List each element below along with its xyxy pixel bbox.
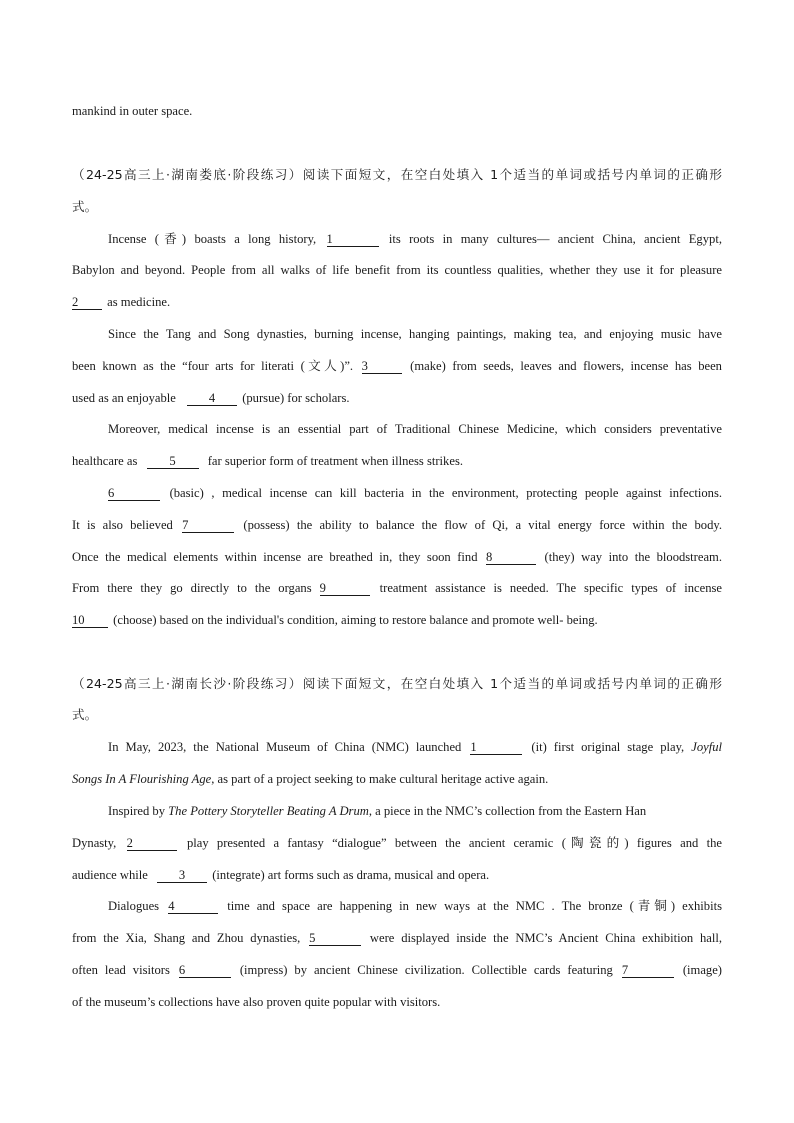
- text: used as an enjoyable: [72, 391, 176, 405]
- text: Inspired by: [108, 804, 166, 818]
- blank-1[interactable]: 1: [327, 233, 379, 247]
- continued-text: mankind in outer space.: [72, 104, 193, 118]
- blank-6[interactable]: 6: [108, 487, 160, 501]
- blank-4[interactable]: 4: [187, 392, 237, 406]
- blank-8[interactable]: 8: [486, 551, 536, 565]
- blank-10[interactable]: 10: [72, 614, 108, 628]
- text: treatment assistance is needed. The specific types of incense: [379, 581, 722, 595]
- p2-line: [108, 803, 646, 819]
- text: Incense (香) boasts a long history,: [108, 232, 317, 246]
- p1-line: [72, 612, 598, 628]
- text: (they) way into the bloodstream.: [544, 550, 722, 564]
- passage1-header: （24-25高三上·湖南娄底·阶段练习）阅读下面短文，在空白处填入 1个适当的单词或括号内单词的正确形: [72, 167, 722, 182]
- p2-line: [72, 930, 722, 946]
- text: Dialogues: [108, 899, 160, 913]
- blank-5[interactable]: 5: [309, 932, 361, 946]
- p1-line: [72, 580, 722, 596]
- text: its roots in many cultures— ancient China, ancient Egypt,: [388, 232, 722, 246]
- p1-line: [72, 358, 722, 374]
- text: (pursue) for scholars.: [242, 391, 350, 405]
- blank-5[interactable]: 5: [147, 455, 199, 469]
- passage1-header-cont: 式。: [72, 199, 98, 214]
- italic-text: The Pottery Storyteller Beating A Drum: [168, 804, 369, 818]
- blank-7[interactable]: 7: [182, 519, 234, 533]
- text: far superior form of treatment when illness strikes.: [207, 454, 463, 468]
- passage2-header-cont: 式。: [72, 707, 98, 722]
- text: play presented a fantasy “dialogue” between the ancient ceramic (陶瓷的) figures and the: [186, 836, 722, 850]
- blank-3[interactable]: 3: [157, 869, 207, 883]
- text: (image): [682, 963, 722, 977]
- passage2-header: （24-25高三上·湖南长沙·阶段练习）阅读下面短文，在空白处填入 1个适当的单词或括号内单词的正确形: [72, 676, 722, 691]
- blank-1[interactable]: 1: [470, 741, 522, 755]
- text: It is also believed: [72, 518, 173, 532]
- p2-line: [72, 867, 489, 883]
- blank-2[interactable]: 2: [127, 837, 177, 851]
- text: healthcare as: [72, 454, 138, 468]
- italic-text: Songs In A Flourishing Age: [72, 772, 212, 786]
- blank-4[interactable]: 4: [168, 900, 218, 914]
- text: (possess) the ability to balance the flow of Qi, a vital energy force within the body.: [243, 518, 722, 532]
- text: (basic) , medical incense can kill bacteria in the environment, protecting people against infections.: [169, 486, 723, 500]
- p2-line: [72, 771, 548, 787]
- p1-line: [72, 390, 350, 406]
- p1-line: [72, 453, 463, 469]
- p1-line: Since the Tang and Song dynasties, burning incense, hanging paintings, making tea, and enjoying music have: [108, 327, 722, 341]
- text: Once the medical elements within incense are breathed in, they soon find: [72, 550, 478, 564]
- text: from the Xia, Shang and Zhou dynasties,: [72, 931, 301, 945]
- text: often lead visitors: [72, 963, 170, 977]
- text: From there they go directly to the organs: [72, 581, 312, 595]
- p2-line: [72, 835, 722, 851]
- p1-line: [72, 294, 170, 310]
- p1-line: [72, 549, 722, 565]
- blank-2[interactable]: 2: [72, 296, 102, 310]
- text: (it) first original stage play,: [531, 740, 685, 754]
- italic-text: Joyful: [691, 740, 723, 754]
- text: , as part of a project seeking to make cultural heritage active again.: [211, 772, 549, 786]
- p2-line: of the museum’s collections have also proven quite popular with visitors.: [72, 995, 441, 1009]
- p1-line: Moreover, medical incense is an essential part of Traditional Chinese Medicine, which considers preventative: [108, 422, 722, 436]
- p1-line: Babylon and beyond. People from all walks of life benefit from its countless qualities, whether they use it for pleasure: [72, 263, 722, 277]
- text: as medicine.: [107, 295, 171, 309]
- text: time and space are happening in new ways at the NMC . The bronze (青铜) exhibits: [227, 899, 723, 913]
- text: , a piece in the NMC’s collection from the Eastern Han: [368, 804, 647, 818]
- text: (make) from seeds, leaves and flowers, incense has been: [410, 359, 722, 373]
- text: audience while: [72, 868, 148, 882]
- blank-7[interactable]: 7: [622, 964, 674, 978]
- text: been known as the “four arts for literati (文人)”.: [72, 359, 354, 373]
- p1-line: [108, 485, 722, 501]
- text: In May, 2023, the National Museum of China (NMC) launched: [108, 740, 462, 754]
- text: (integrate) art forms such as drama, musical and opera.: [212, 868, 490, 882]
- p1-line: [108, 231, 722, 247]
- blank-3[interactable]: 3: [362, 360, 402, 374]
- p2-line: [108, 898, 722, 914]
- blank-6[interactable]: 6: [179, 964, 231, 978]
- text: (choose) based on the individual's condition, aiming to restore balance and promote well- being.: [113, 613, 598, 627]
- p2-line: [108, 739, 722, 755]
- p1-line: [72, 517, 722, 533]
- text: were displayed inside the NMC’s Ancient China exhibition hall,: [369, 931, 723, 945]
- blank-9[interactable]: 9: [320, 582, 370, 596]
- text: Dynasty,: [72, 836, 117, 850]
- p2-line: [72, 962, 722, 978]
- text: (impress) by ancient Chinese civilization. Collectible cards featuring: [239, 963, 613, 977]
